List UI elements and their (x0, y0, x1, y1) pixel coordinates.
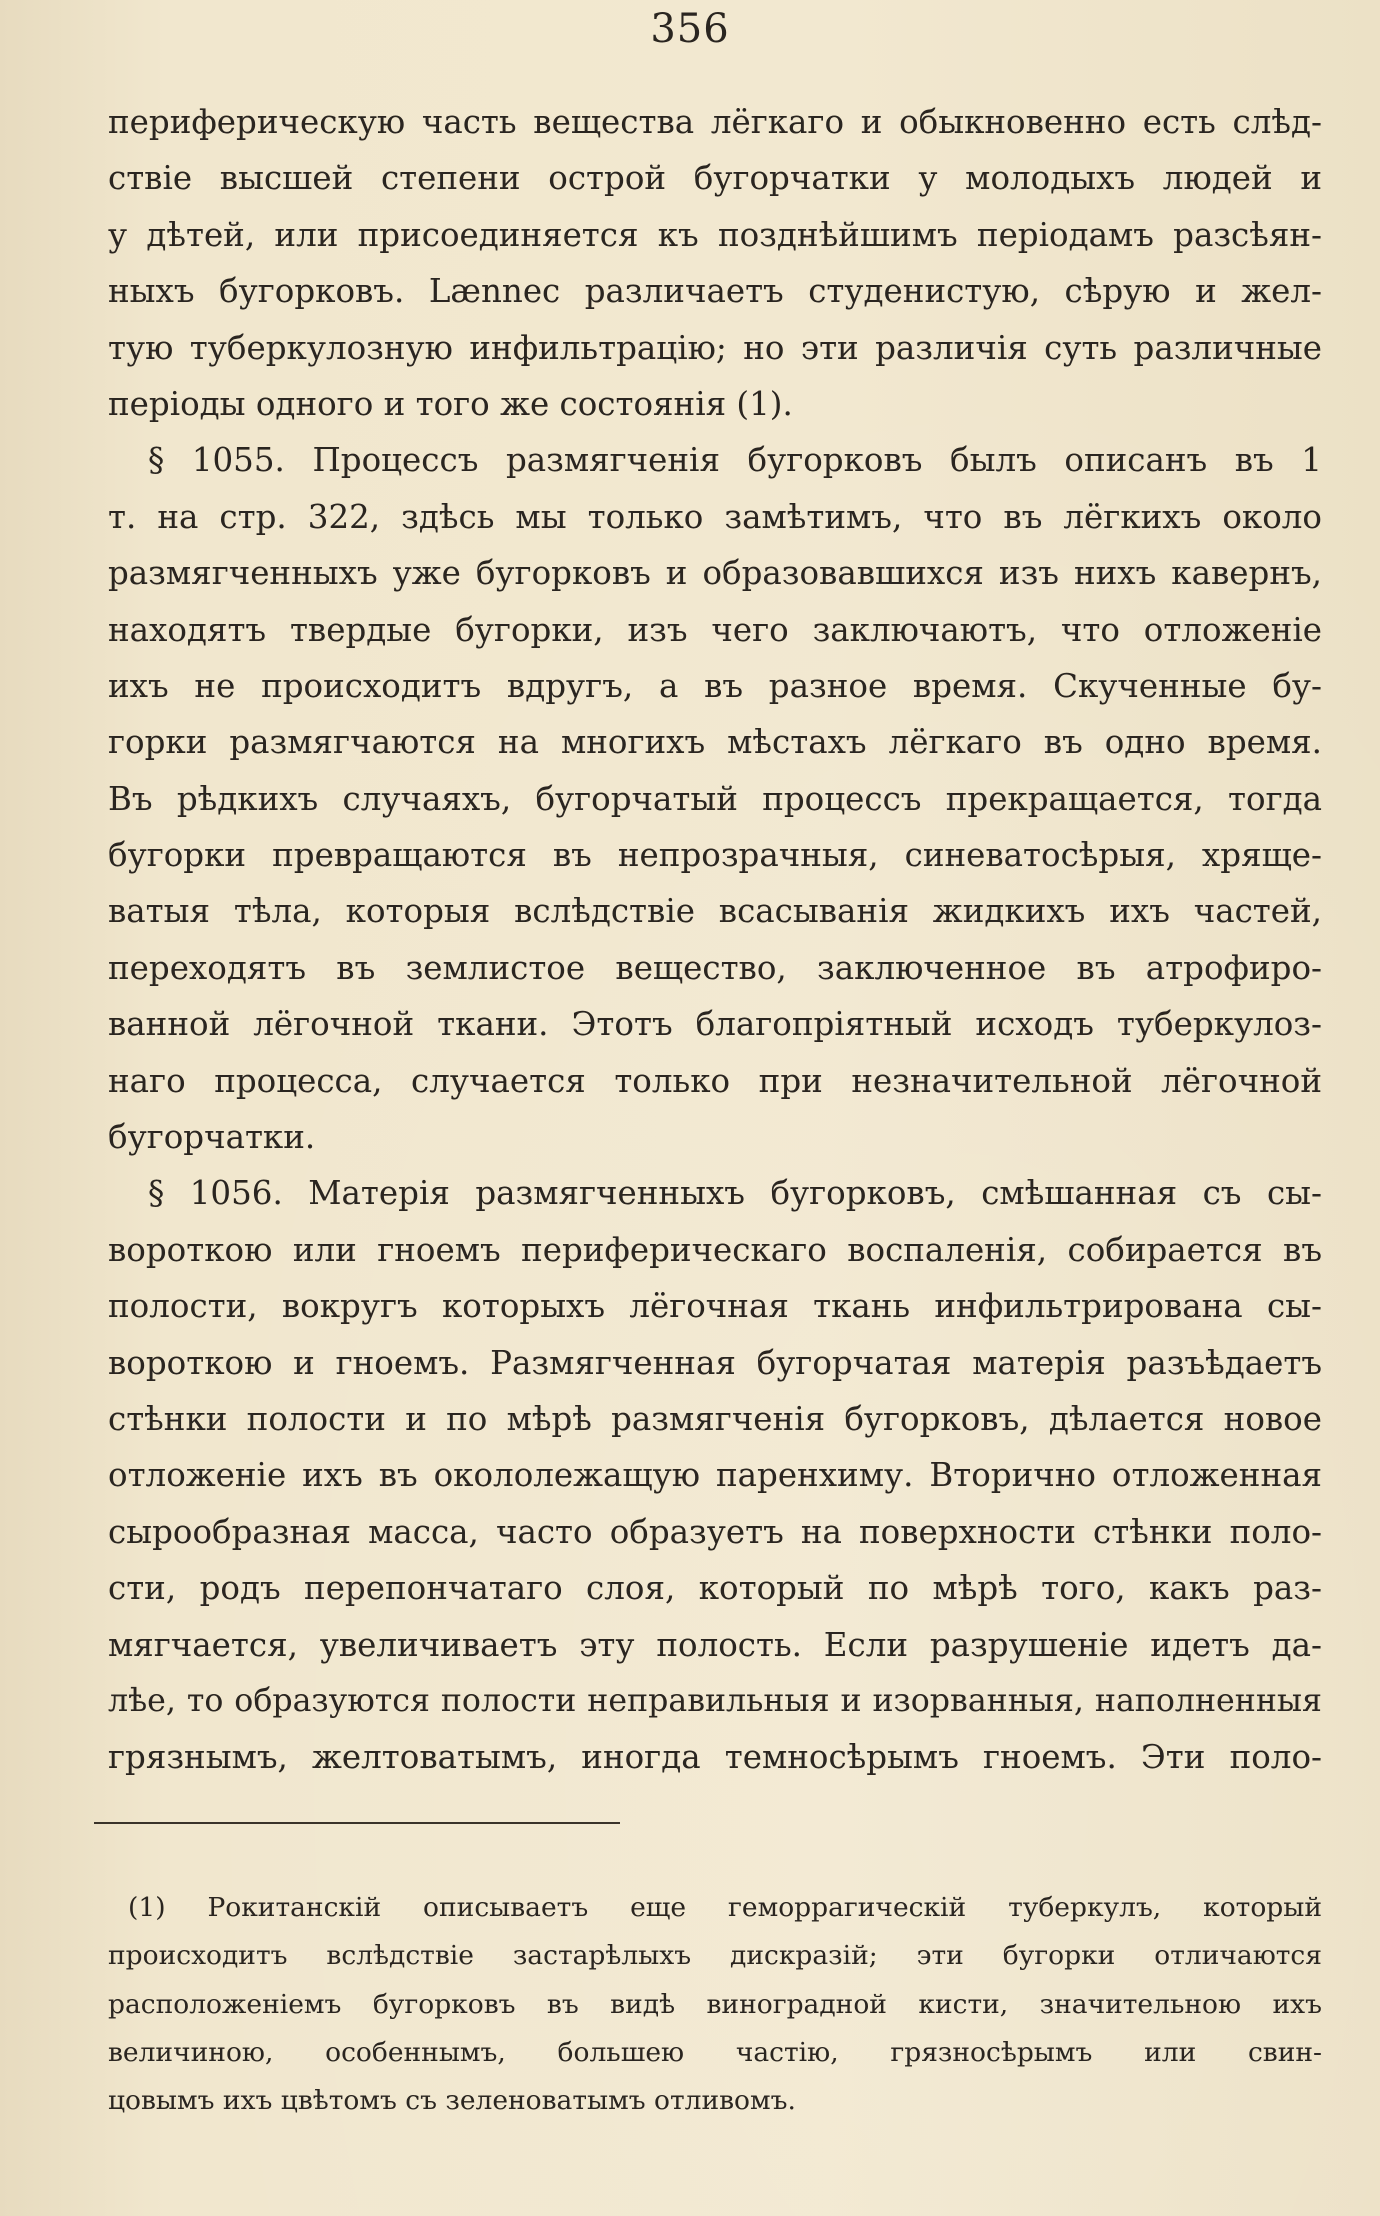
text-line: переходятъ въ землистое вещество, заключенное въ атрофиро- (108, 948, 1322, 987)
text-line: сырообразная масса, часто образуетъ на поверхности стѣнки поло- (108, 1512, 1322, 1551)
text-line: отложеніе ихъ въ окололежащую паренхиму. Вторично отложенная (108, 1456, 1322, 1495)
text-line: горки размягчаются на многихъ мѣстахъ лёгкаго въ одно время. (108, 723, 1322, 762)
page-number: 356 (650, 6, 730, 52)
text-line: бугорчатки. (108, 1118, 316, 1157)
text-line: вороткою или гноемъ периферическаго воспаленія, собирается въ (108, 1230, 1322, 1269)
text-line: лѣе, то образуются полости неправильныя и изорванныя, наполненныя (108, 1682, 1322, 1719)
text-line: находятъ твердые бугорки, изъ чего заключаютъ, что отложеніе (108, 610, 1322, 649)
text-line: ныхъ бугорковъ. Lænnec различаетъ студенистую, сѣрую и жел- (108, 272, 1322, 311)
footnote-line: (1) Рокитанскій описываетъ еще геморрагическій туберкулъ, который (128, 1892, 1322, 1923)
text-line: вороткою и гноемъ. Размягченная бугорчатая матерія разъѣдаетъ (108, 1343, 1322, 1382)
text-line: ванной лёгочной ткани. Этотъ благопріятный исходъ туберкулоз- (108, 1005, 1322, 1044)
text-line: періоды одного и того же состоянія (1). (108, 384, 793, 423)
body-text (108, 94, 1322, 1786)
text-line: т. на стр. 322, здѣсь мы только замѣтимъ, что въ лёгкихъ около (108, 497, 1322, 536)
text-line: периферическую часть вещества лёгкаго и обыкновенно есть слѣд- (108, 103, 1322, 141)
text-line: ствіе высшей степени острой бугорчатки у молодыхъ людей и (108, 159, 1322, 198)
text-line: сти, родъ перепончатаго слоя, который по мѣрѣ того, какъ раз- (108, 1569, 1322, 1608)
text-line: ихъ не происходитъ вдругъ, а въ разное время. Скученные бу- (108, 666, 1322, 705)
text-line: тую туберкулозную инфильтрацію; но эти различія суть различные (108, 328, 1322, 367)
text-line: Въ рѣдкихъ случаяхъ, бугорчатый процессъ прекращается, тогда (108, 779, 1322, 818)
footnote-line: происходитъ вслѣдствіе застарѣлыхъ дискразій; эти бугорки отличаются (108, 1940, 1322, 1972)
text-line: размягченныхъ уже бугорковъ и образовавшихся изъ нихъ кавернъ, (108, 554, 1322, 593)
text-line: наго процесса, случается только при незначительной лёгочной (108, 1061, 1322, 1100)
footnote-line: величиною, особеннымъ, большею частію, грязносѣрымъ или свин- (108, 2036, 1322, 2068)
text-line: стѣнки полости и по мѣрѣ размягченія бугорковъ, дѣлается новое (108, 1399, 1322, 1438)
section-1055-heading-line: § 1055. Процессъ размягченія бугорковъ былъ описанъ въ 1 (148, 441, 1322, 480)
footnote-line: цовымъ ихъ цвѣтомъ съ зеленоватымъ отливомъ. (108, 2085, 796, 2117)
text-line: мягчается, увеличиваетъ эту полость. Если разрушеніе идетъ да- (108, 1625, 1322, 1664)
footnote (108, 1884, 1322, 2125)
section-1056-heading-line: § 1056. Матерія размягченныхъ бугорковъ, смѣшанная съ сы- (148, 1174, 1322, 1213)
footnote-divider (94, 1822, 620, 1824)
text-line: грязнымъ, желтоватымъ, иногда темносѣрымъ гноемъ. Эти поло- (108, 1738, 1322, 1777)
text-line: ватыя тѣла, которыя вслѣдствіе всасыванія жидкихъ ихъ частей, (108, 892, 1322, 931)
text-line: полости, вокругъ которыхъ лёгочная ткань инфильтрирована сы- (108, 1287, 1322, 1326)
text-line: у дѣтей, или присоединяется къ позднѣйшимъ періодамъ разсѣян- (108, 215, 1322, 254)
text-line: бугорки превращаются въ непрозрачныя, синеватосѣрыя, хряще- (108, 836, 1322, 875)
footnote-line: расположеніемъ бугорковъ въ видѣ виноградной кисти, значительною ихъ (108, 1988, 1322, 2020)
